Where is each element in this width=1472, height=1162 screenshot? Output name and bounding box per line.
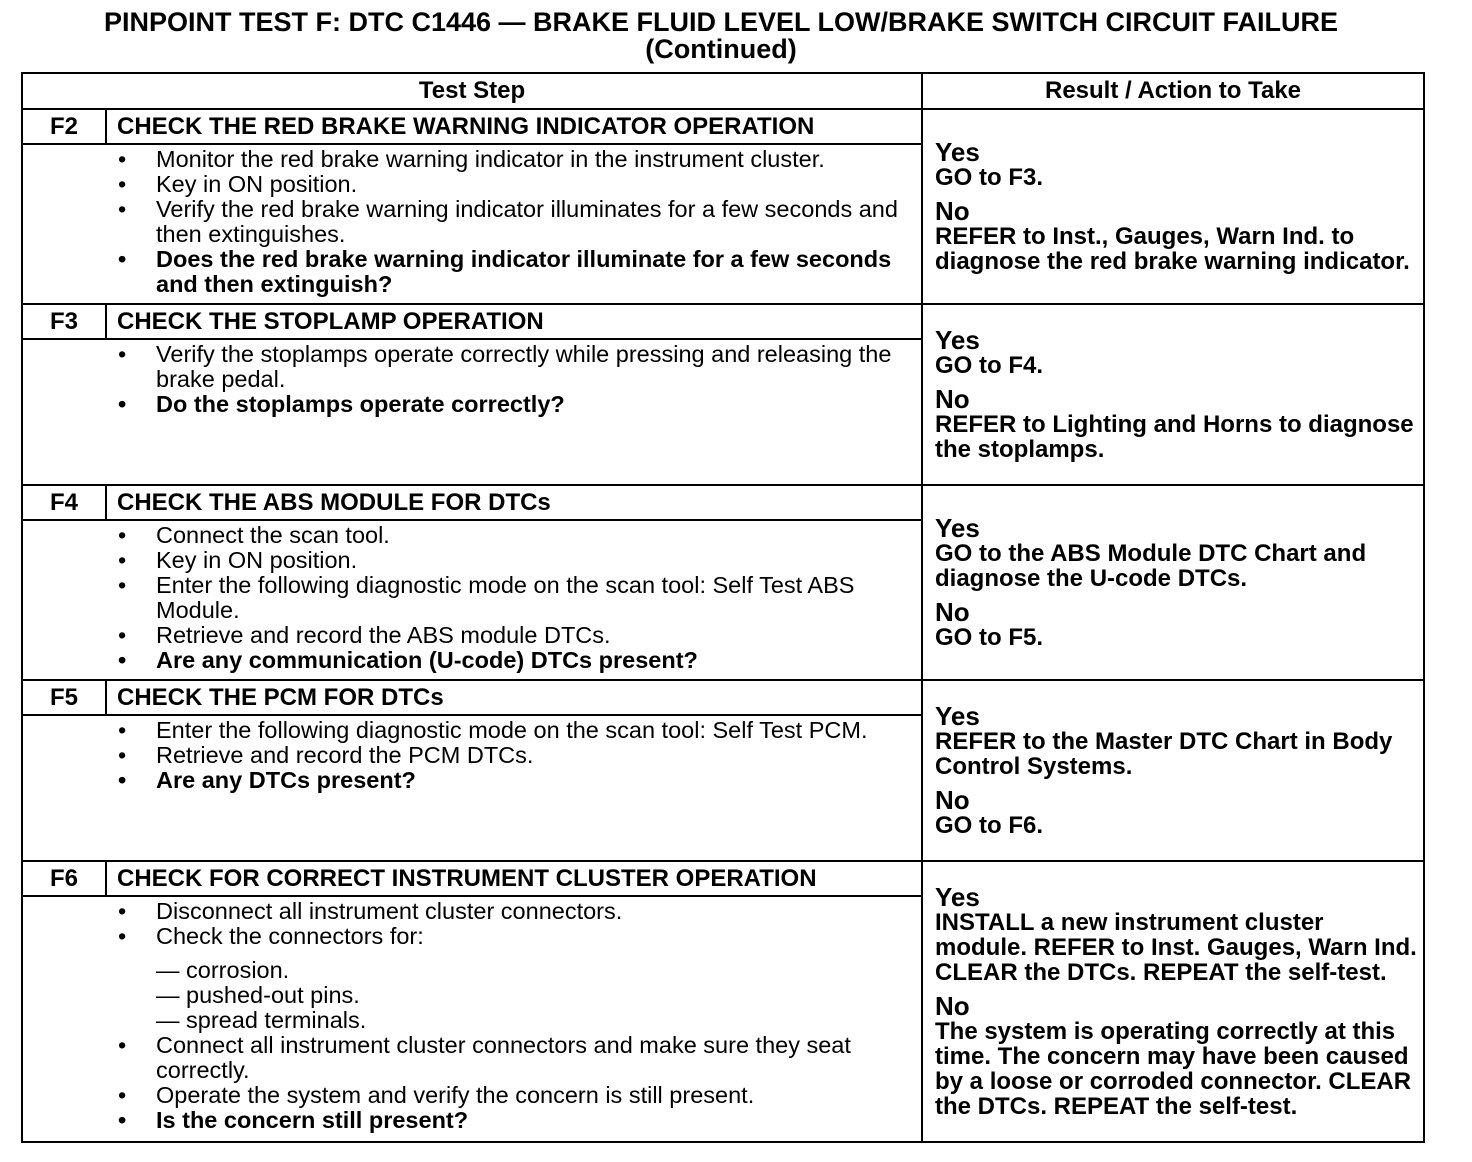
no-label: No (935, 597, 970, 627)
instruction-item: • Monitor the red brake warning indicator in the instrument cluster. (23, 147, 921, 172)
yes-label: Yes (935, 882, 980, 912)
yes-label: Yes (935, 701, 980, 731)
instruction-item: • Verify the red brake warning indicator illuminates for a few seconds and then extinguishes. (23, 197, 921, 247)
step-header-row (22, 485, 1424, 520)
column-header-test-step: Test Step (22, 73, 922, 109)
step-result (922, 861, 1424, 1142)
instruction-item: • Connect the scan tool. (23, 523, 921, 548)
step-id: F5 (22, 680, 106, 715)
step-instructions (22, 520, 922, 680)
goto-step-link: F4 (1008, 352, 1037, 379)
step-title: CHECK FOR CORRECT INSTRUMENT CLUSTER OPERATION (106, 861, 922, 896)
goto-step-link: F3 (1008, 164, 1037, 191)
no-action: GO to F5. (935, 624, 1044, 651)
step-question: • Are any DTCs present? (23, 768, 921, 793)
step-header-row (22, 109, 1424, 144)
step-id: F2 (22, 109, 106, 144)
step-question: • Is the concern still present? (23, 1108, 921, 1133)
document-subtitle: (Continued) (645, 34, 797, 64)
instruction-item: • Verify the stoplamps operate correctly while pressing and releasing the brake pedal. (23, 342, 921, 392)
sub-item: — corrosion. (156, 957, 290, 983)
yes-label: Yes (935, 513, 980, 543)
step-result (922, 109, 1424, 304)
step-title: CHECK THE ABS MODULE FOR DTCs (106, 485, 922, 520)
step-question: • Do the stoplamps operate correctly? (23, 392, 921, 417)
no-action: GO to F6. (935, 812, 1044, 839)
connector-check-list (23, 958, 915, 1033)
column-header-result: Result / Action to Take (922, 73, 1424, 109)
goto-step-link: F6 (1008, 812, 1037, 839)
step-result (922, 304, 1424, 485)
instruction-item: • Enter the following diagnostic mode on the scan tool: Self Test ABS Module. (23, 573, 921, 623)
step-question: • Does the red brake warning indicator illuminate for a few seconds and then extinguish? (23, 247, 921, 297)
yes-action: INSTALL a new instrument cluster module. REFER to Inst. Gauges, Warn Ind. CLEAR the DTCs. REPEAT the self-test. (935, 909, 1417, 986)
instruction-item: • Retrieve and record the ABS module DTCs. (23, 623, 921, 648)
goto-step-link: F5 (1008, 624, 1037, 651)
pinpoint-test-table (21, 72, 1425, 1143)
no-label: No (935, 384, 970, 414)
step-id: F3 (22, 304, 106, 339)
no-action: REFER to Inst., Gauges, Warn Ind. to diagnose the red brake warning indicator. (935, 223, 1410, 275)
yes-action: GO to the ABS Module DTC Chart and diagnose the U-code DTCs. (935, 540, 1367, 592)
instruction-item: • Disconnect all instrument cluster connectors. (23, 899, 921, 924)
step-header-row (22, 680, 1424, 715)
step-result (922, 680, 1424, 861)
no-label: No (935, 196, 970, 226)
step-id: F6 (22, 861, 106, 896)
yes-label: Yes (935, 325, 980, 355)
yes-label: Yes (935, 137, 980, 167)
step-title: CHECK THE PCM FOR DTCs (106, 680, 922, 715)
instruction-item: • Key in ON position. (23, 548, 921, 573)
step-header-row (22, 304, 1424, 339)
step-title: CHECK THE STOPLAMP OPERATION (106, 304, 922, 339)
no-action: The system is operating correctly at this time. The concern may have been caused by a loose or corroded connector. CLEAR the DTCs. REPEAT the self-test. (935, 1018, 1412, 1120)
step-question: • Are any communication (U-code) DTCs present? (23, 648, 921, 673)
yes-action: REFER to the Master DTC Chart in Body Control Systems. (935, 728, 1393, 780)
instruction-item: • Operate the system and verify the concern is still present. (23, 1083, 921, 1108)
no-label: No (935, 991, 970, 1021)
table-header-row (22, 73, 1424, 109)
instruction-item: • Check the connectors for: — corrosion. — pushed-out pins. — spread terminals. (23, 924, 921, 1033)
step-instructions (22, 896, 922, 1142)
step-header-row (22, 861, 1424, 896)
step-title: CHECK THE RED BRAKE WARNING INDICATOR OPERATION (106, 109, 922, 144)
step-id: F4 (22, 485, 106, 520)
instruction-item: • Key in ON position. (23, 172, 921, 197)
instruction-item: • Retrieve and record the PCM DTCs. (23, 743, 921, 768)
no-label: No (935, 785, 970, 815)
document-title: PINPOINT TEST F: DTC C1446 — BRAKE FLUID LEVEL LOW/BRAKE SWITCH CIRCUIT FAILURE (103, 7, 1339, 37)
no-action: REFER to Lighting and Horns to diagnose the stoplamps. (935, 411, 1414, 463)
instruction-item: • Connect all instrument cluster connectors and make sure they seat correctly. (23, 1033, 921, 1083)
step-instructions (22, 144, 922, 304)
step-result (922, 485, 1424, 680)
yes-action: GO to F3. (935, 164, 1044, 191)
step-instructions (22, 715, 922, 861)
instruction-item: • Enter the following diagnostic mode on the scan tool: Self Test PCM. (23, 718, 921, 743)
sub-item: — spread terminals. (156, 1007, 367, 1033)
yes-action: GO to F4. (935, 352, 1044, 379)
step-instructions (22, 339, 922, 485)
sub-item: — pushed-out pins. (156, 982, 360, 1008)
